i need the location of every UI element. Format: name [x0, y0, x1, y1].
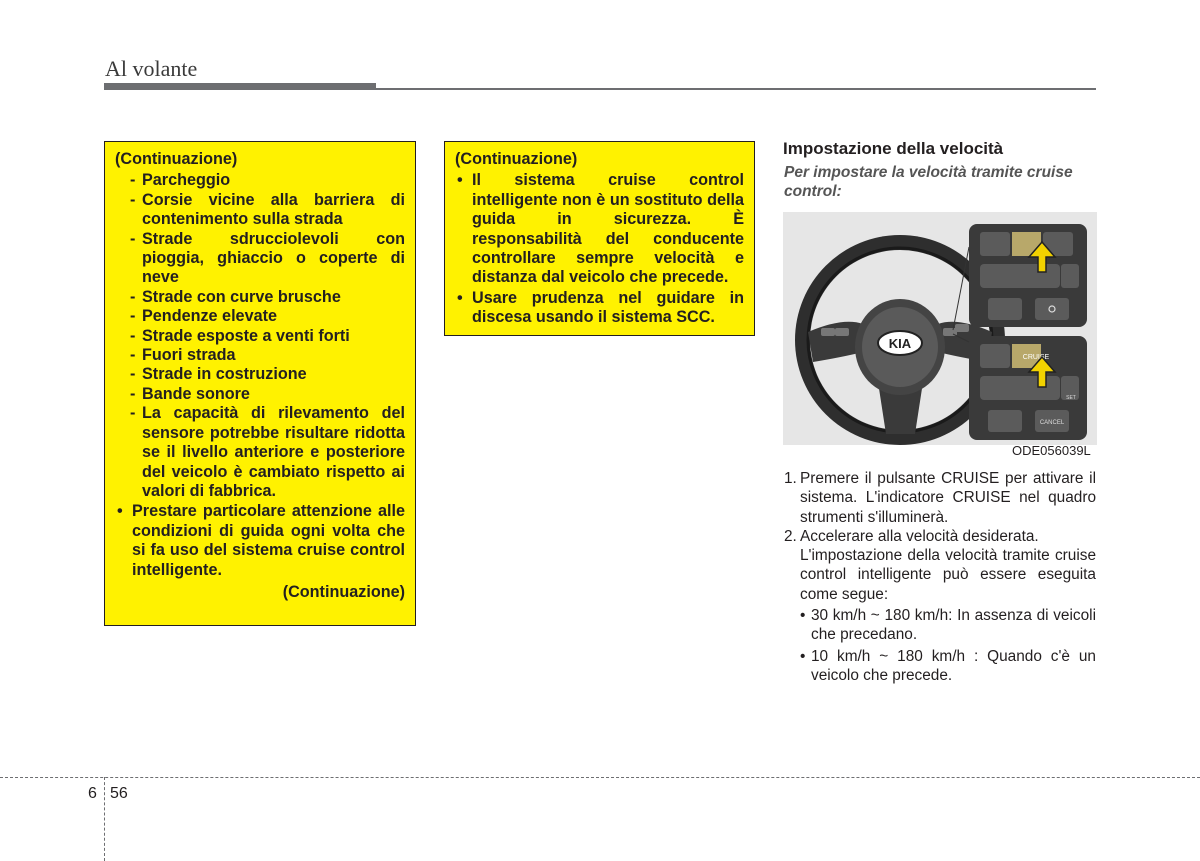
list-item: - Corsie vicine alla barriera di contenimento sulla strada	[130, 190, 405, 229]
instruction-steps	[784, 469, 1096, 685]
list-item: - Bande sonore	[130, 384, 250, 403]
cruise-button-panel-bottom	[969, 336, 1087, 440]
chapter-number: 6	[88, 785, 97, 802]
page-number: 56	[110, 785, 128, 802]
section-heading: Impostazione della velocità	[783, 139, 1004, 158]
header-rule-thin	[376, 88, 1096, 90]
list-item: - Fuori strada	[130, 346, 236, 365]
list-item: - Pendenze elevate	[130, 307, 277, 326]
footer-vertical-rule	[104, 777, 105, 861]
list-item: - La capacità di rilevamento del sensore potrebbe risultare ridotta se il livello anteriore e posteriore del veicolo è cambiato rispetto ai valori di fabbrica.	[130, 404, 405, 500]
sub-bullet-item: • 30 km/h ~ 180 km/h: In assenza di veicoli che precedano.	[800, 607, 1096, 644]
footer-rule	[0, 777, 1200, 778]
continued-label: (Continuazione)	[282, 582, 405, 601]
kia-logo: KIA	[888, 336, 912, 351]
list-item: - Strade in costruzione	[130, 365, 307, 384]
warning-box-continued-1	[104, 141, 416, 626]
section-subheading: Per impostare la velocità tramite cruise control:	[784, 164, 1073, 200]
set-label: SET	[1066, 395, 1076, 401]
header-rule-thick	[104, 83, 376, 90]
box-heading: (Continuazione)	[115, 150, 238, 168]
figure-code: ODE056039L	[1012, 443, 1091, 458]
list-item: - Strade sdrucciolevoli con pioggia, ghiaccio o coperte di neve	[130, 229, 405, 287]
bullet-item: • Il sistema cruise control intelligente non è un sostituto della guida in sicurezza. È responsabilità del conducente controllare sempre velocità e distanza dal veicolo che precede.	[457, 171, 744, 287]
section-title: Al volante	[105, 56, 198, 81]
list-item: - Parcheggio	[130, 171, 231, 190]
step-item: 1. Premere il pulsante CRUISE per attivare il sistema. L'indicatore CRUISE nel quadro strumenti s'illuminerà.	[784, 470, 1096, 526]
list-item: - Strade con curve brusche	[130, 287, 341, 306]
cancel-label: CANCEL	[1039, 420, 1065, 426]
bullet-item: • Usare prudenza nel guidare in discesa usando il sistema SCC.	[457, 288, 744, 327]
cruise-label: CRUISE	[1022, 354, 1050, 361]
step-item: 2. Accelerare alla velocità desiderata.	[784, 527, 1039, 545]
box-heading: (Continuazione)	[455, 150, 578, 168]
warning-box-continued-2	[444, 141, 755, 336]
steering-wheel-illustration	[783, 212, 1097, 445]
bullet-item: • Prestare particolare attenzione alle condizioni di guida ogni volta che si fa uso del sistema cruise control intelligente.	[117, 502, 405, 579]
step-continuation: L'impostazione della velocità tramite cruise control intelligente può essere eseguita come segue:	[800, 547, 1096, 603]
steering-wheel-drawing	[783, 212, 1097, 445]
cruise-button-panel-top	[969, 224, 1087, 327]
sub-bullet-item: • 10 km/h ~ 180 km/h : Quando c'è un veicolo che precede.	[800, 647, 1096, 684]
list-item: - Strade esposte a venti forti	[130, 326, 350, 345]
